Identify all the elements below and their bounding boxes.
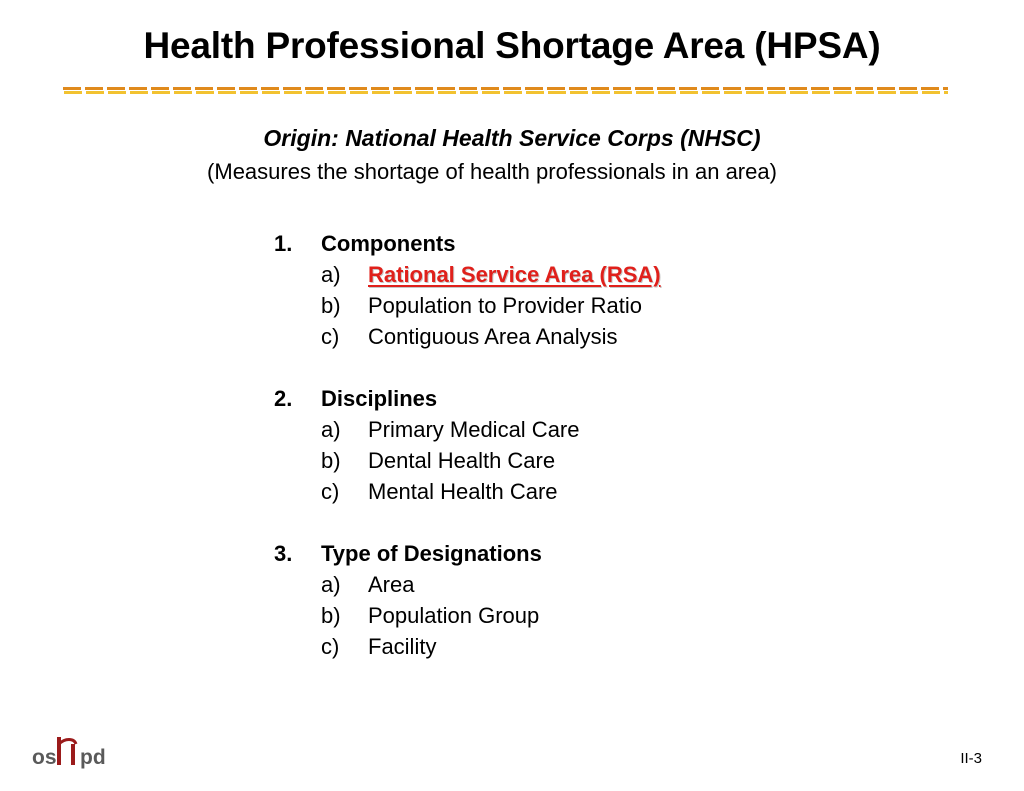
outline-list xyxy=(274,228,794,693)
section-disciplines xyxy=(274,383,794,507)
item-letter: b) xyxy=(321,448,341,473)
section-title: Disciplines xyxy=(321,386,438,411)
item-label: Area xyxy=(368,572,415,597)
item-letter: a) xyxy=(321,572,341,597)
item-label: Contiguous Area Analysis xyxy=(368,324,618,349)
oshpd-logo-icon xyxy=(32,732,122,772)
origin-subtitle: Origin: National Health Service Corps (NHSC) xyxy=(263,125,761,151)
item-letter: a) xyxy=(321,262,341,287)
list-item xyxy=(274,321,794,352)
list-item xyxy=(274,414,794,445)
rsa-link[interactable]: Rational Service Area (RSA) xyxy=(368,262,661,287)
section-designations xyxy=(274,538,794,662)
item-label: Primary Medical Care xyxy=(368,417,580,442)
list-item xyxy=(274,445,794,476)
item-label: Population Group xyxy=(368,603,540,628)
item-letter: c) xyxy=(321,324,340,349)
section-title: Components xyxy=(321,231,456,256)
item-label: Mental Health Care xyxy=(368,479,558,504)
section-number: 2. xyxy=(274,386,293,411)
item-label: Facility xyxy=(368,634,437,659)
item-label: Dental Health Care xyxy=(368,448,556,473)
item-label: Population to Provider Ratio xyxy=(368,293,642,318)
oshpd-logo xyxy=(32,732,122,772)
svg-text:os: os xyxy=(32,746,57,769)
page-number: II-3 xyxy=(960,750,982,767)
title-rule xyxy=(62,86,948,95)
list-item xyxy=(274,569,794,600)
item-letter: a) xyxy=(321,417,341,442)
measures-subtitle: (Measures the shortage of health professionals in an area) xyxy=(207,159,777,184)
item-letter: b) xyxy=(321,603,341,628)
section-heading xyxy=(274,228,794,259)
list-item xyxy=(274,631,794,662)
section-heading xyxy=(274,383,794,414)
list-item xyxy=(274,600,794,631)
section-number: 3. xyxy=(274,541,293,566)
svg-text:pd: pd xyxy=(80,746,106,769)
list-item xyxy=(274,290,794,321)
list-item[interactable] xyxy=(274,259,794,290)
section-title: Type of Designations xyxy=(321,541,542,566)
section-heading xyxy=(274,538,794,569)
item-letter: c) xyxy=(321,479,340,504)
item-letter: c) xyxy=(321,634,340,659)
item-letter: b) xyxy=(321,293,341,318)
slide-title: Health Professional Shortage Area (HPSA) xyxy=(143,25,881,66)
list-item xyxy=(274,476,794,507)
section-number: 1. xyxy=(274,231,293,256)
section-components xyxy=(274,228,794,352)
